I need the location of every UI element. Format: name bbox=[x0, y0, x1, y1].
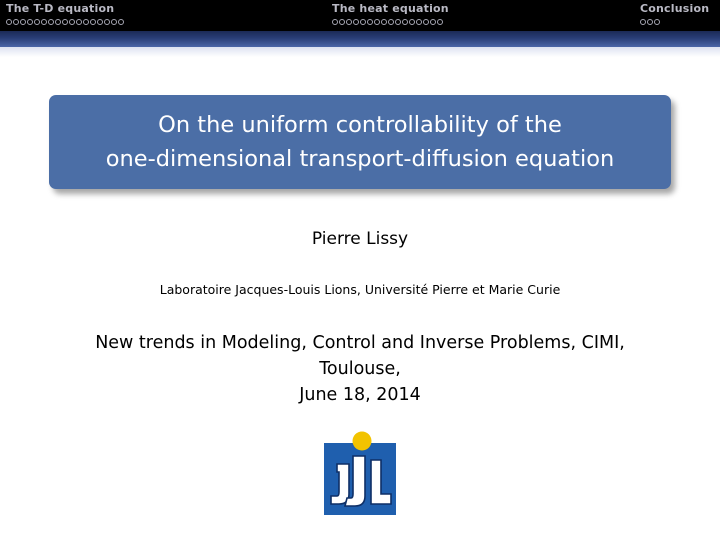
logo-graphic bbox=[323, 430, 397, 516]
nav-frame-dot[interactable] bbox=[367, 19, 373, 25]
nav-section-title[interactable]: Conclusion bbox=[640, 2, 710, 15]
event-date: June 18, 2014 bbox=[299, 385, 421, 405]
nav-frame-dot[interactable] bbox=[437, 19, 443, 25]
nav-frame-dot[interactable] bbox=[13, 19, 19, 25]
nav-frame-dot[interactable] bbox=[104, 19, 110, 25]
author-name: Pierre Lissy bbox=[311, 229, 409, 249]
nav-frame-dot[interactable] bbox=[374, 19, 380, 25]
nav-frame-dot[interactable] bbox=[20, 19, 26, 25]
title-box bbox=[49, 95, 671, 189]
nav-frame-dot[interactable] bbox=[402, 19, 408, 25]
nav-frame-dot[interactable] bbox=[27, 19, 33, 25]
nav-frame-dot[interactable] bbox=[409, 19, 415, 25]
navigation-bar bbox=[0, 0, 720, 31]
nav-frame-dot[interactable] bbox=[395, 19, 401, 25]
nav-frame-dot[interactable] bbox=[647, 19, 653, 25]
event-line-1: New trends in Modeling, Control and Inverse Problems, CIMI, bbox=[95, 333, 625, 353]
title-line-2: one-dimensional transport-diffusion equation bbox=[105, 146, 615, 172]
nav-section-title[interactable]: The T-D equation bbox=[6, 2, 115, 15]
nav-frame-dot[interactable] bbox=[381, 19, 387, 25]
nav-frame-dot[interactable] bbox=[430, 19, 436, 25]
nav-frame-dot[interactable] bbox=[423, 19, 429, 25]
nav-frame-dot[interactable] bbox=[640, 19, 646, 25]
nav-frame-dot[interactable] bbox=[41, 19, 47, 25]
nav-section-conclusion[interactable] bbox=[640, 2, 709, 29]
nav-frame-dot[interactable] bbox=[6, 19, 12, 25]
nav-frame-dot[interactable] bbox=[332, 19, 338, 25]
nav-section-heat-equation[interactable] bbox=[332, 2, 449, 29]
nav-frame-dot[interactable] bbox=[69, 19, 75, 25]
nav-frame-dot[interactable] bbox=[90, 19, 96, 25]
nav-section-td-equation[interactable] bbox=[6, 2, 124, 29]
nav-frame-dot[interactable] bbox=[654, 19, 660, 25]
nav-frame-dot[interactable] bbox=[346, 19, 352, 25]
header-shadow bbox=[0, 47, 720, 57]
nav-frame-dot[interactable] bbox=[339, 19, 345, 25]
nav-frame-dot[interactable] bbox=[83, 19, 89, 25]
nav-dots bbox=[6, 17, 124, 26]
nav-frame-dot[interactable] bbox=[62, 19, 68, 25]
nav-frame-dot[interactable] bbox=[118, 19, 124, 25]
nav-frame-dot[interactable] bbox=[353, 19, 359, 25]
nav-frame-dot[interactable] bbox=[76, 19, 82, 25]
event-info bbox=[0, 330, 720, 408]
header-band bbox=[0, 31, 720, 47]
institute: Laboratoire Jacques-Louis Lions, Université Pierre et Marie Curie bbox=[159, 282, 561, 297]
nav-frame-dot[interactable] bbox=[360, 19, 366, 25]
nav-frame-dot[interactable] bbox=[416, 19, 422, 25]
nav-frame-dot[interactable] bbox=[97, 19, 103, 25]
event-line-2: Toulouse, bbox=[319, 359, 401, 379]
nav-frame-dot[interactable] bbox=[48, 19, 54, 25]
nav-dots bbox=[332, 17, 449, 26]
nav-dots bbox=[640, 17, 709, 26]
nav-section-title[interactable]: The heat equation bbox=[332, 2, 449, 15]
ljll-logo-icon bbox=[323, 430, 397, 516]
title-line-1: On the uniform controllability of the bbox=[158, 112, 562, 138]
nav-frame-dot[interactable] bbox=[34, 19, 40, 25]
nav-frame-dot[interactable] bbox=[111, 19, 117, 25]
nav-frame-dot[interactable] bbox=[55, 19, 61, 25]
logo-sun-dot bbox=[353, 432, 372, 451]
nav-frame-dot[interactable] bbox=[388, 19, 394, 25]
